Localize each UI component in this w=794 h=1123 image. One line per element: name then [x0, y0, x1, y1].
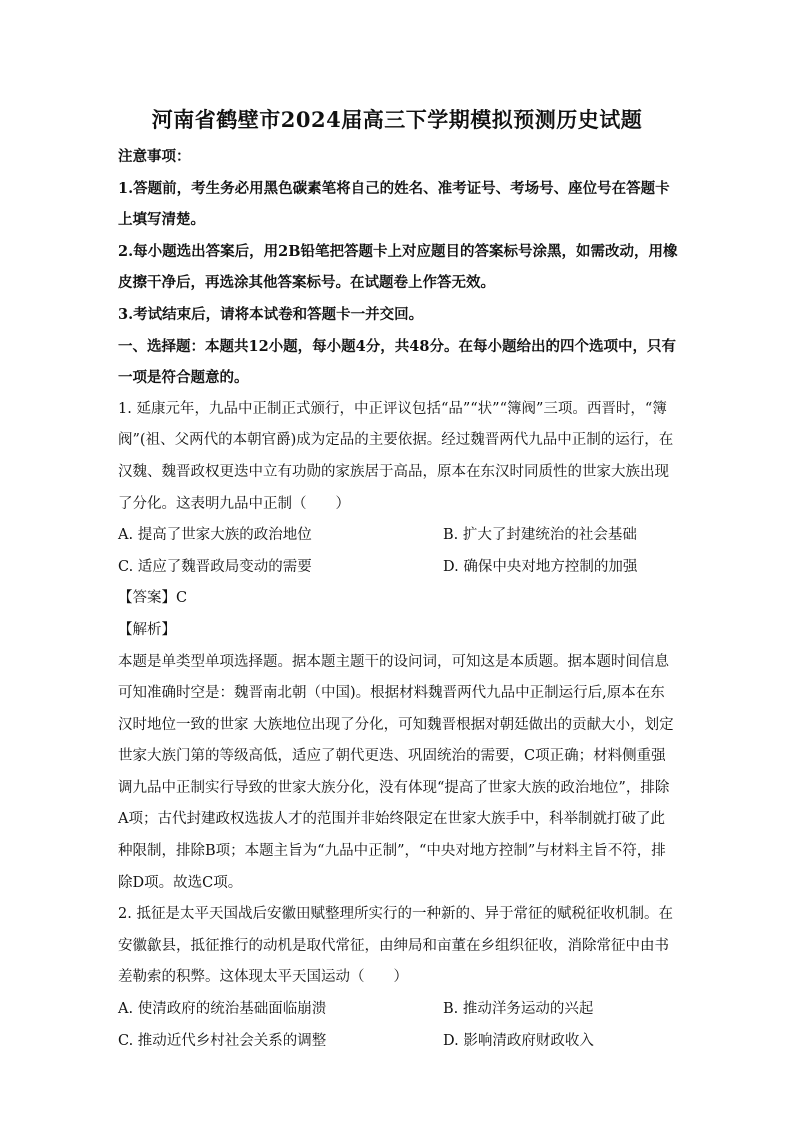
question-2-option-c: C. 推动近代乡村社会关系的调整 — [118, 1032, 327, 1049]
question-1-option-a: A. 提高了世家大族的政治地位 — [118, 527, 312, 544]
question-2-option-b: B. 推动洋务运动的兴起 — [443, 1001, 594, 1018]
question-1-analysis-label: 【解析】 — [118, 621, 176, 638]
question-1-option-b: B. 扩大了封建统治的社会基础 — [443, 527, 637, 544]
notice-heading: 注意事项： — [118, 148, 191, 165]
notice-item-2: 2.每小题选出答案后，用2B铅笔把答题卡上对应题目的答案标号涂黑，如需改动，用橡皮擦干净后，再选涂其他答案标号。在试题卷上作答无效。 — [118, 242, 678, 292]
question-1-options-row-1 — [118, 520, 678, 552]
section-heading: 一、选择题：本题共12小题，每小题4分，共48分。在每小题给出的四个选项中，只有一项是符合题意的。 — [118, 337, 676, 387]
page-title: 河南省鹤壁市2024届高三下学期模拟预测历史试题 — [151, 107, 643, 132]
question-1-stem: 1. 延康元年，九品中正制正式颁行，中正评议包括“品”“状”“簿阀”三项。西晋时，“簿阀”(祖、父两代的本朝官爵)成为定品的主要依据。经过魏晋两代九品中正制的运行，在汉魏、魏晋政权更迭中立有功勋的家族居于高品，原本在东汉时同质性的世家大族出现了分化。这表明九品中正制（ ） — [118, 400, 674, 512]
question-1-answer: 【答案】C — [118, 590, 188, 607]
question-1-option-d: D. 确保中央对地方控制的加强 — [443, 558, 638, 575]
notice-item-3: 3.考试结束后，请将本试卷和答题卡一并交回。 — [118, 305, 424, 323]
question-2-options-row-2 — [118, 1026, 678, 1058]
question-2-option-d: D. 影响清政府财政收入 — [443, 1032, 594, 1049]
notice-item-1: 1.答题前，考生务必用黑色碳素笔将自己的姓名、准考证号、考场号、座位号在答题卡上填写清楚。 — [118, 179, 670, 229]
question-2-option-a: A. 使清政府的统治基础面临崩溃 — [118, 1001, 327, 1018]
question-1-options-row-2 — [118, 552, 678, 584]
question-2-stem: 2. 抵征是太平天国战后安徽田赋整理所实行的一种新的、异于常征的赋税征收机制。在安徽歙县，抵征推行的动机是取代常征，由绅局和亩董在乡组织征收，消除常征中由书差勒索的积弊。这体现太平天国运动（ ） — [118, 906, 673, 986]
document-body — [118, 141, 678, 1057]
question-1-option-c: C. 适应了魏晋政局变动的需要 — [118, 558, 312, 575]
question-1-analysis: 本题是单类型单项选择题。据本题主题干的设问词，可知这是本质题。据本题时间信息可知准确时空是：魏晋南北朝（中国)。根据材料魏晋两代九品中正制运行后,原本在东汉时地位一致的世家 大族地位出现了分化，可知魏晋根据对朝廷做出的贡献大小，划定世家大族门第的等级高低，适应了朝代更迭、巩固统治的需要，C项正确；材料侧重强调九品中正制实行导致的世家大族分化，没有体现“提高了世家大族的政治地位”，排除A项；古代封建政权选拔人才的范围并非始终限定在世家大族手中，科举制就打破了此种限制，排除B项；本题主旨为“九品中正制”，“中央对地方控制”与材料主旨不符，排除D项。故选C项。 — [118, 653, 674, 891]
question-2-options-row-1 — [118, 994, 678, 1026]
